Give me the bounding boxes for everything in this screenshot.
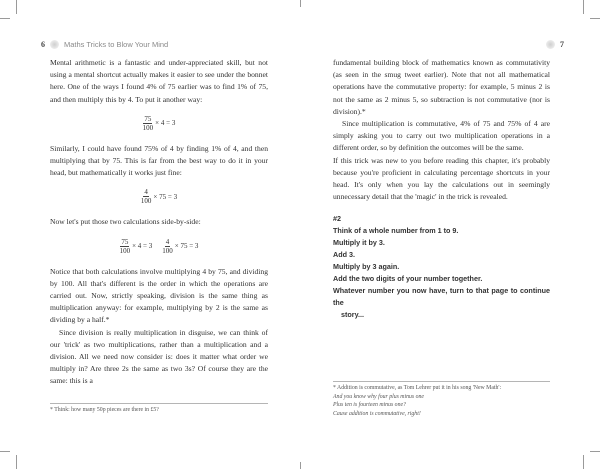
puzzle-step: Whatever number you now have, turn to that page to continue the: [333, 286, 550, 308]
footnote-rule: [50, 403, 268, 404]
running-title: Maths Tricks to Blow Your Mind: [64, 40, 169, 49]
denominator: 100: [162, 246, 173, 255]
equation-rest: × 4 = 3: [155, 118, 176, 127]
puzzle-step: Think of a whole number from 1 to 9.: [333, 226, 459, 236]
equation-pair: [50, 238, 268, 255]
denominator: 100: [140, 197, 152, 206]
puzzle-block: [333, 213, 550, 321]
puzzle-step: Add the two digits of your number together.: [333, 274, 483, 284]
numerator: 4: [165, 237, 170, 246]
puzzle-step: Multiply by 3 again.: [333, 262, 400, 272]
body-text: [50, 57, 268, 388]
lyric-line: Cause addition is commutative, right!: [333, 410, 421, 417]
paragraph: Now let's put those two calculations side-by-side:: [50, 217, 201, 227]
equation-rest: × 75 = 3: [174, 241, 199, 250]
running-head: [41, 40, 168, 49]
numerator: 75: [144, 114, 152, 123]
ornament-icon: [50, 40, 59, 49]
puzzle-step: Add 3.: [333, 250, 355, 260]
page-number: 6: [41, 40, 45, 49]
numerator: 75: [121, 237, 129, 246]
puzzle-step: story...: [341, 310, 365, 320]
lyric-line: Plus ten is fourteen minus one?: [333, 402, 406, 408]
paragraph: Notice that both calculations involve multiplying 4 by 75, and dividing by 100. All that's different is the order in which the operations are carried out. Now, strictly speaking, division is the same thing as multiplication anyway: for example, multiplying by 2 is the same as dividing by a half.*: [50, 266, 268, 325]
paragraph: Similarly, I could have found 75% of 4 by finding 1% of 4, and then multiplying that by 75. This is far from the best way to do it in your head, but mathematically it works just fine:: [50, 143, 268, 178]
paragraph: Since multiplication is commutative, 4% of 75 and 75% of 4 are simply asking you to carry out two multiplication operations in a different order, so by definition the outcomes will be the same.: [333, 119, 550, 153]
equation-rest: × 75 = 3: [153, 192, 178, 201]
paragraph: fundamental building block of mathematics known as commutativity (as seen in the smug tweet earlier). Note that not all mathematical operations have the commutative property: for example, 5 minus 2 is not the same as 2 minus 5, so subtraction is not commutative (nor is division).*: [333, 58, 550, 116]
puzzle-step: Multiply it by 3.: [333, 238, 385, 248]
equation: [50, 115, 268, 132]
footnote: * Think: how many 50p pieces are there in £5?: [50, 407, 159, 413]
paragraph: Mental arithmetic is a fantastic and under-appreciated skill, but not using a mental shortcut actually makes it easier to see under the bonnet here. One of the ways I found 4% of 75 earlier was to find 1% of 75, and then multiply this by 4. To put it another way:: [50, 58, 268, 104]
denominator: 100: [142, 123, 154, 132]
footnote-intro: * Addition is commutative, as Tom Lehrer put it in his song 'New Math':: [333, 385, 502, 391]
denominator: 100: [119, 246, 131, 255]
running-head: [546, 40, 564, 49]
paragraph: If this trick was new to you before reading this chapter, it's probably because you're proficient in calculating percentage shortcuts in your head. It's only when you lay the calculations out in seemingly unnecessary detail that the 'magic' in the trick is revealed.: [333, 155, 550, 202]
equation-rest: × 4 = 3: [132, 241, 153, 250]
footnote-rule: [333, 381, 550, 382]
paragraph: Since division is really multiplication in disguise, we can think of our 'trick' as two multiplications, rather than a multiplication and a division. All we need now consider is: does it matter what order we multiply in? Are three 2s the same as two 3s? Of course they are the same: this is a: [50, 327, 268, 386]
footnote: [333, 384, 550, 418]
equation: [50, 188, 268, 205]
numerator: 4: [144, 188, 148, 197]
page-number: 7: [560, 40, 564, 49]
ornament-icon: [546, 40, 555, 49]
body-text: [333, 57, 550, 321]
lyric-line: And you know why four plus minus one: [333, 393, 424, 400]
puzzle-heading: #2: [333, 214, 341, 224]
right-page: [300, 0, 600, 469]
